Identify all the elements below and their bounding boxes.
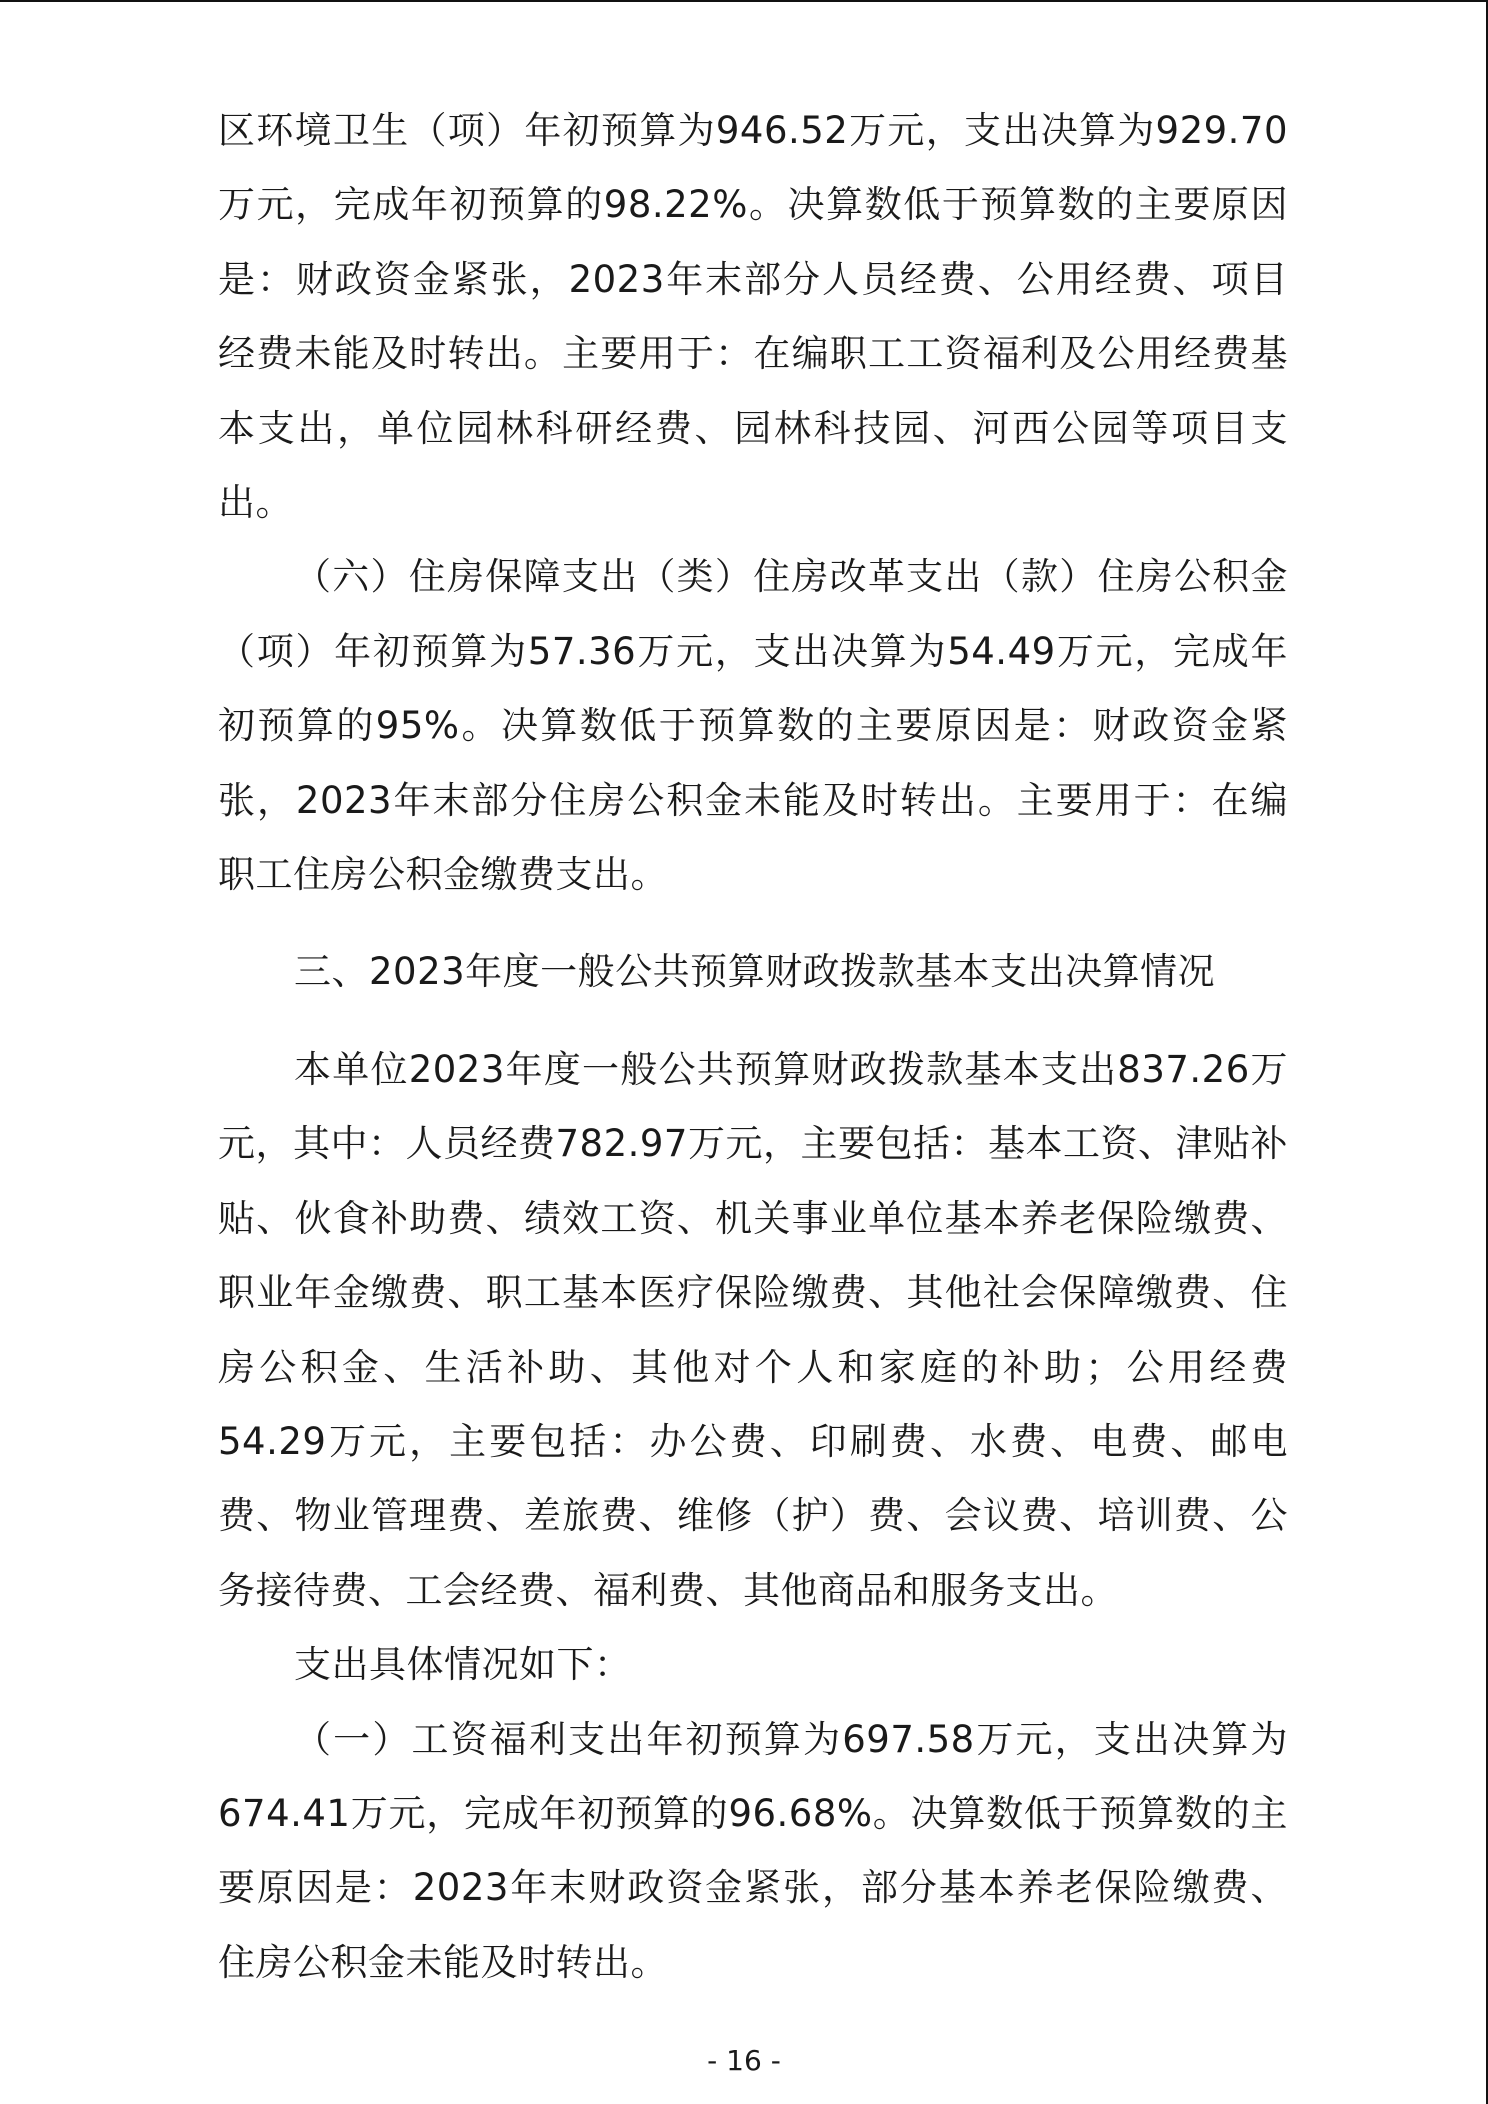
paragraph-expenditure-details-intro: 支出具体情况如下： bbox=[294, 1643, 632, 1687]
paragraph-housing-security: （六）住房保障支出（类）住房改革支出（款）住房公积金（项）年初预算为57.36万元，支出决算为54.49万元，完成年初预算的95%。决算数低于预算数的主要原因是：财政资金紧张，2023年末部分住房公积金未能及时转出。主要用于：在编职工住房公积金缴费支出。 bbox=[218, 555, 1288, 897]
paragraph-salary-welfare: （一）工资福利支出年初预算为697.58万元，支出决算为674.41万元，完成年初预算的96.68%。决算数低于预算数的主要原因是：2023年末财政资金紧张，部分基本养老保险缴费、住房公积金未能及时转出。 bbox=[218, 1717, 1288, 1984]
paragraph-basic-expenditure: 本单位2023年度一般公共预算财政拨款基本支出837.26万元，其中：人员经费782.97万元，主要包括：基本工资、津贴补贴、伙食补助费、绩效工资、机关事业单位基本养老保险缴费、职业年金缴费、职工基本医疗保险缴费、其他社会保障缴费、住房公积金、生活补助、其他对个人和家庭的补助；公用经费54.29万元，主要包括：办公费、印刷费、水费、电费、邮电费、物业管理费、差旅费、维修（护）费、会议费、培训费、公务接待费、工会经费、福利费、其他商品和服务支出。 bbox=[218, 1047, 1288, 1612]
section-heading: 三、2023年度一般公共预算财政拨款基本支出决算情况 bbox=[294, 950, 1216, 994]
paragraph-environmental-sanitation: 区环境卫生（项）年初预算为946.52万元，支出决算为929.70万元，完成年初预算的98.22%。决算数低于预算数的主要原因是：财政资金紧张，2023年末部分人员经费、公用经费、项目经费未能及时转出。主要用于：在编职工工资福利及公用经费基本支出，单位园林科研经费、园林科技园、河西公园等项目支出。 bbox=[218, 109, 1288, 525]
page-number: - 16 - bbox=[707, 2044, 781, 2077]
document-body bbox=[218, 94, 1288, 2000]
